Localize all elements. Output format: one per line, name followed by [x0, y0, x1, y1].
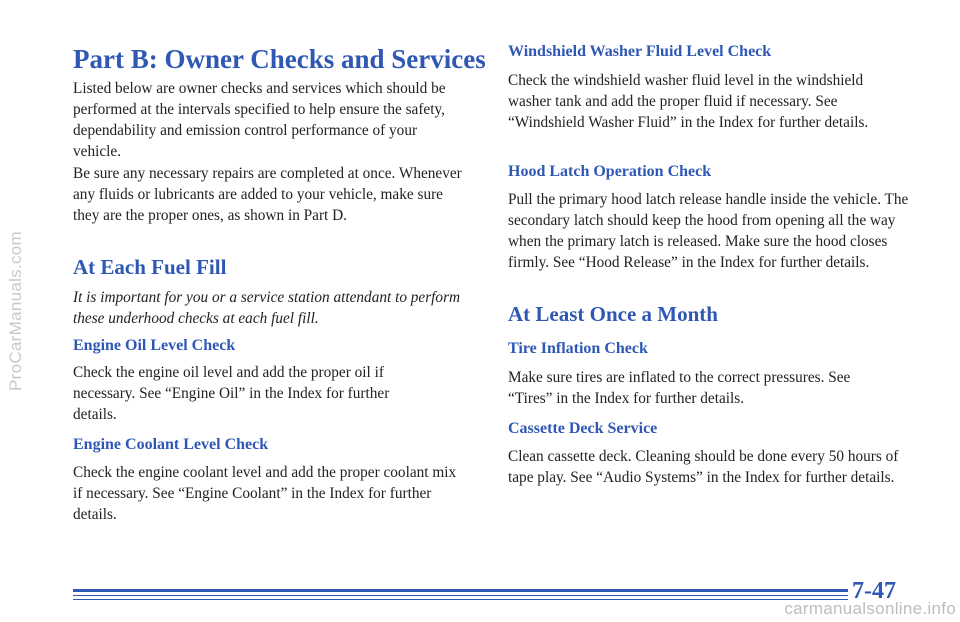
engine-coolant-heading: Engine Coolant Level Check [73, 436, 269, 453]
page-title: Part B: Owner Checks and Services [73, 44, 486, 74]
washer-fluid-text: Check the windshield washer fluid level in the windshield washer tank and add the proper fluid if necessary. See “Windshield Washer Fluid” in the Index for further details. [508, 72, 869, 131]
hood-latch-text: Pull the primary hood latch release handle inside the vehicle. The secondary latch should keep the hood from opening all the way when the primary latch is released. Make sure the hood closes firmly. See “Hood Release” in the Index for further details. [508, 191, 909, 271]
cassette-deck-heading: Cassette Deck Service [508, 420, 658, 437]
hood-latch-heading: Hood Latch Operation Check [508, 163, 712, 180]
section-heading-once-a-month: At Least Once a Month [508, 302, 718, 326]
intro-paragraph-2: Be sure any necessary repairs are completed at once. Whenever any fluids or lubricants are added to your vehicle, make sure they are the proper ones, as shown in Part D. [73, 165, 462, 224]
footer-rule-thick [73, 589, 848, 592]
tire-inflation-text: Make sure tires are inflated to the correct pressures. See “Tires” in the Index for further details. [508, 369, 851, 407]
side-watermark-text: ProCarManuals.com [6, 230, 25, 392]
footer-watermark: carmanualsonline.info [784, 599, 956, 618]
engine-coolant-text: Check the engine coolant level and add the proper coolant mix if necessary. See “Engine Coolant” in the Index for further details. [73, 464, 457, 523]
cassette-deck-text: Clean cassette deck. Cleaning should be done every 50 hours of tape play. See “Audio Systems” in the Index for further details. [508, 448, 899, 486]
side-watermark [6, 0, 26, 622]
washer-fluid-heading: Windshield Washer Fluid Level Check [508, 43, 772, 60]
tire-inflation-heading: Tire Inflation Check [508, 340, 648, 357]
footer-rule-thin-2 [73, 599, 848, 600]
engine-oil-text: Check the engine oil level and add the proper oil if necessary. See “Engine Oil” in the Index for further details. [73, 364, 390, 423]
intro-paragraph-1: Listed below are owner checks and services which should be performed at the intervals specified to help ensure the safety, dependability and emission control performance of your vehicle. [73, 80, 446, 160]
footer-rule-thin-1 [73, 595, 848, 596]
fuel-fill-intro: It is important for you or a service station attendant to perform these underhood checks at each fuel fill. [73, 289, 461, 327]
page-number: 7-47 [852, 578, 896, 604]
engine-oil-heading: Engine Oil Level Check [73, 337, 236, 354]
section-heading-fuel-fill: At Each Fuel Fill [73, 255, 227, 279]
